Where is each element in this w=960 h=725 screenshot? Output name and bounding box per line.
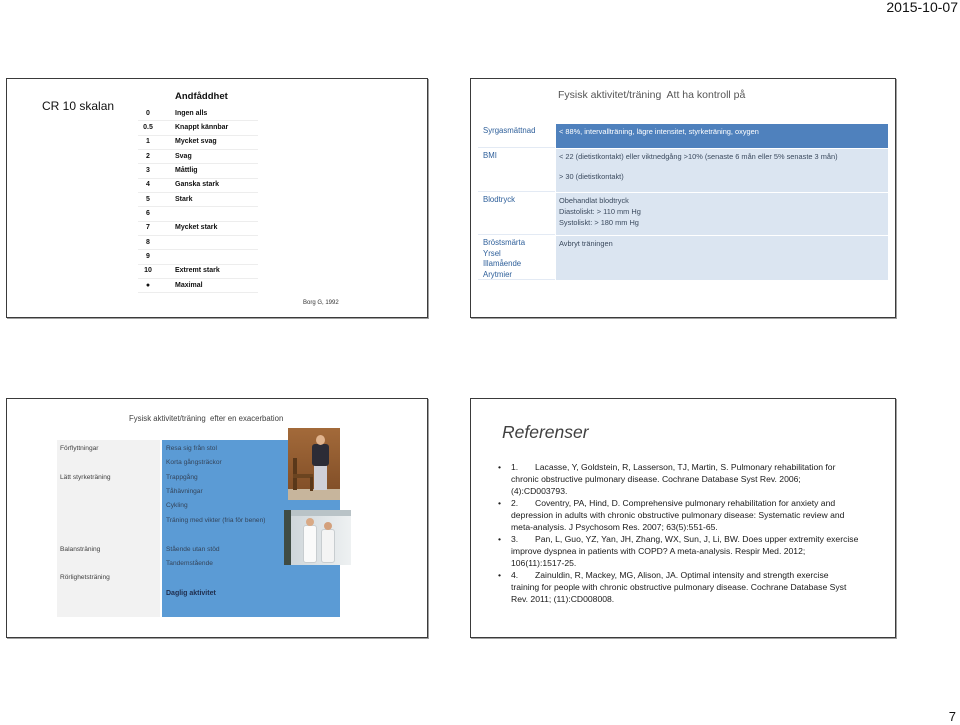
- scale-label: Ingen alls: [175, 109, 208, 117]
- reference-line: Pan, L, Guo, YZ, Yan, JH, Zhang, WX, Sun, J, Li, BW. Does upper extremity exercise: [535, 534, 859, 544]
- reference-line: Zainuldin, R, Mackey, MG, Alison, JA. Optimal intensity and strength exercise: [535, 570, 829, 580]
- scale-row: [138, 179, 258, 193]
- reference-number: 3.: [511, 534, 519, 544]
- category-label: Balansträning: [60, 546, 101, 553]
- scale-score: 4: [146, 181, 150, 189]
- scale-score: 2: [146, 152, 150, 160]
- scale-row: [138, 236, 258, 250]
- daily-activity-label: Daglig aktivitet: [166, 590, 216, 597]
- reference-line: Lacasse, Y, Goldstein, R, Lasserson, TJ, Martin, S. Pulmonary rehabilitation for: [535, 462, 836, 472]
- slide-title: Fysisk aktivitet/träning Att ha kontroll på: [558, 89, 746, 101]
- action-line: Systoliskt: > 180 mm Hg: [559, 218, 639, 227]
- scale-row: [138, 265, 258, 279]
- slide-cr10-scale: [6, 78, 428, 318]
- page-date: 2015-10-07: [886, 0, 958, 15]
- reference-line: chronic obstructive pulmonary disease. Cochrane Database Syst Rev. 2006;: [511, 473, 801, 484]
- scale-row: [138, 207, 258, 221]
- parameter-cell: [478, 236, 555, 280]
- action-cell: [556, 124, 888, 148]
- action-cell: [556, 149, 888, 192]
- parameter-cell: [478, 149, 555, 192]
- scale-label: Extremt stark: [175, 267, 220, 275]
- slide-references: [470, 398, 896, 638]
- bullet-icon: •: [498, 462, 502, 472]
- photo-balance-training: [284, 510, 351, 565]
- scale-label: Ganska stark: [175, 181, 219, 189]
- activity-item: Stående utan stöd: [166, 546, 220, 553]
- reference-line: Coventry, PA, Hind, D. Comprehensive pulmonary rehabilitation for anxiety and: [535, 498, 836, 508]
- scale-score: 9: [146, 253, 150, 261]
- scale-label: Svag: [175, 152, 192, 160]
- bullet-icon: •: [498, 498, 502, 508]
- scale-row: [138, 136, 258, 150]
- borg-scale-table: [138, 107, 258, 293]
- scale-row: [138, 164, 258, 178]
- scale-row: [138, 250, 258, 264]
- scale-row: [138, 222, 258, 236]
- reference-number: 2.: [511, 498, 519, 508]
- scale-label: Stark: [175, 195, 193, 203]
- action-cell: [556, 193, 888, 235]
- scale-label: Mycket svag: [175, 138, 217, 146]
- scale-score: 6: [146, 210, 150, 218]
- activity-item: Tandemstående: [166, 560, 213, 567]
- slide-title: Fysisk aktivitet/träning efter en exacerbation: [129, 414, 284, 423]
- scale-score: 5: [146, 195, 150, 203]
- scale-score: 1: [146, 138, 150, 146]
- action-line: Diastoliskt: > 110 mm Hg: [559, 207, 641, 216]
- slide-exacerbation: [6, 398, 428, 638]
- page-number: 7: [948, 709, 956, 724]
- bullet-icon: •: [498, 570, 502, 580]
- reference-number: 1.: [511, 462, 519, 472]
- control-table: [478, 124, 888, 280]
- scale-heading: Andfåddhet: [175, 91, 228, 102]
- parameter-line: Syrgasmättnad: [483, 126, 536, 135]
- scale-label: Maximal: [175, 281, 203, 289]
- scale-row: [138, 193, 258, 207]
- scale-score: 3: [146, 167, 150, 175]
- reference-line: (4):CD003793.: [511, 485, 568, 496]
- activity-item: Tåhävningar: [166, 488, 203, 495]
- reference-item: [498, 570, 890, 605]
- activity-item: Resa sig från stol: [166, 445, 217, 452]
- activity-item: Träning med vikter (fria för benen): [166, 517, 266, 524]
- photo-sit-to-stand: [288, 428, 340, 500]
- scale-score: 0.5: [143, 124, 153, 132]
- scale-label: Mycket stark: [175, 224, 218, 232]
- slide-control-table: [470, 78, 896, 318]
- scale-score: ●: [145, 281, 151, 289]
- parameter-line: Arytmier: [483, 269, 513, 279]
- action-line: < 88%, intervallträning, lägre intensitet, styrketräning, oxygen: [559, 127, 759, 136]
- citation: Borg G, 1992: [303, 300, 339, 306]
- action-line: Obehandlat blodtryck: [559, 196, 629, 205]
- parameter-line: BMI: [483, 151, 497, 160]
- activity-item: Cykling: [166, 502, 188, 509]
- scale-row: [138, 279, 258, 293]
- action-cell: [556, 236, 888, 280]
- parameter-line: Yrsel: [483, 248, 501, 258]
- category-label: Rörlighetsträning: [60, 574, 110, 581]
- scale-row: [138, 107, 258, 121]
- category-label: Lätt styrketräning: [60, 474, 111, 481]
- bullet-icon: •: [498, 534, 502, 544]
- scale-row: [138, 150, 258, 164]
- action-line: > 30 (dietistkontakt): [559, 172, 624, 181]
- category-column: [57, 440, 160, 617]
- parameter-cell: [478, 193, 555, 235]
- reference-line: meta-analysis. J Psychosom Res. 2007; 63(5):551-65.: [511, 521, 718, 532]
- reference-number: 4.: [511, 570, 519, 580]
- action-line: Avbryt träningen: [559, 239, 613, 248]
- parameter-line: Blodtryck: [483, 195, 516, 204]
- reference-line: improve dyspnea in patients with COPD? A meta-analysis. Respir Med. 2012;: [511, 545, 806, 556]
- scale-score: 8: [146, 238, 150, 246]
- reference-item: [498, 534, 890, 569]
- parameter-line: Illamående: [483, 259, 522, 269]
- scale-score: 0: [146, 109, 150, 117]
- scale-score: 7: [146, 224, 150, 232]
- scale-score: 10: [144, 267, 152, 275]
- reference-item: [498, 462, 890, 497]
- action-line: < 22 (dietistkontakt) eller viktnedgång >10% (senaste 6 mån eller 5% senaste 3 mån): [559, 152, 838, 161]
- activity-item: Korta gångsträckor: [166, 459, 222, 466]
- reference-line: depression in adults with chronic obstructive pulmonary disease: Systematic review and: [511, 509, 845, 520]
- scale-label: Måttlig: [175, 167, 198, 175]
- reference-line: Rev. 2011; (11):CD008008.: [511, 593, 615, 604]
- category-label: Förflyttningar: [60, 445, 99, 452]
- activity-item: Trappgång: [166, 474, 198, 481]
- reference-line: 106(11):1517-25.: [511, 557, 577, 568]
- scale-label: Knappt kännbar: [175, 124, 229, 132]
- slide-title: CR 10 skalan: [42, 99, 115, 113]
- parameter-cell: [478, 124, 555, 148]
- parameter-line: Bröstsmärta: [483, 238, 526, 247]
- reference-line: training for people with chronic obstructive pulmonary disease. Cochrane Database Syst: [511, 581, 847, 592]
- scale-row: [138, 121, 258, 135]
- reference-item: [498, 498, 890, 533]
- slide-title: Referenser: [502, 422, 589, 442]
